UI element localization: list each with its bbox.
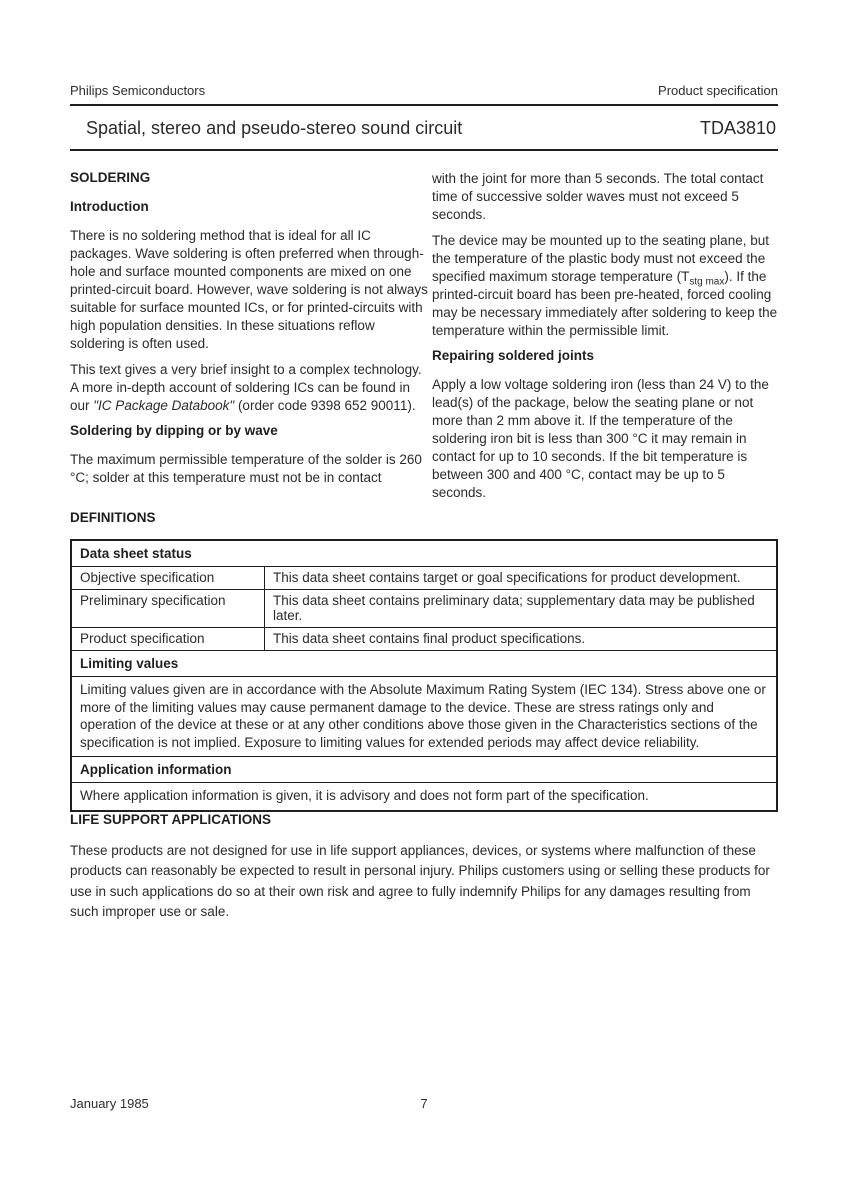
definitions-table <box>70 539 778 812</box>
table-row <box>71 628 777 651</box>
desc-cell: This data sheet contains target or goal specifications for product development. <box>265 567 778 590</box>
table-section-header-row <box>71 540 777 567</box>
right-column <box>432 170 778 510</box>
table-section-header-row <box>71 757 777 783</box>
life-support-paragraph: These products are not designed for use in life support appliances, devices, or systems where malfunction of these products can reasonably be expected to result in personal injury. Philips customers using or selling these products for use in such applications do so at their own risk and agree to fully indemnify Philips for any damages resulting from such improper use or sale. <box>70 842 770 919</box>
soldering-heading: SOLDERING <box>70 170 151 185</box>
left-column <box>70 170 428 510</box>
mounting-paragraph: The device may be mounted up to the seating plane, but the temperature of the plastic body must not exceed the specified maximum storage temperature $(T_{stg max})$. If the printed-circuit board has been pre-heated, forced cooling may be necessary immediately after soldering to keep the temperature within the permissible limit. <box>432 233 778 338</box>
desc-cell: This data sheet contains final product specifications. <box>265 628 778 651</box>
header-rule-bottom <box>70 149 778 151</box>
soldering-section <box>70 170 778 510</box>
doc-title: Spatial, stereo and pseudo-stereo sound circuit <box>86 118 463 138</box>
term-cell: Preliminary specification <box>71 590 265 628</box>
intro-paragraph-1: There is no soldering method that is ideal for all IC packages. Wave soldering is often preferred when through-hole and surface mounted components are mixed on one printed-circuit board. However, wave soldering is not always suitable for surface mounted ICs, or for printed-circuits with high population densities. In these situations reflow soldering is often used. <box>70 228 428 351</box>
contact-time-paragraph: with the joint for more than 5 seconds. The total contact time of successive solder waves must not exceed 5 seconds. <box>432 171 764 222</box>
part-number: TDA3810 <box>699 117 776 138</box>
introduction-heading: Introduction <box>70 199 149 214</box>
repairing-heading: Repairing soldered joints <box>432 348 595 363</box>
term-cell: Product specification <box>71 628 265 651</box>
table-row <box>71 567 777 590</box>
page-footer <box>70 1096 778 1111</box>
page-number: 7 <box>420 1096 428 1111</box>
table-section-header-row <box>71 651 777 677</box>
table-row <box>71 783 777 811</box>
dipping-heading: Soldering by dipping or by wave <box>70 423 278 438</box>
data-sheet-status-header: Data sheet status <box>71 540 777 567</box>
definitions-heading: DEFINITIONS <box>70 510 156 525</box>
application-information-header: Application information <box>71 757 777 783</box>
application-information-text: Where application information is given, it is advisory and does not form part of the specification. <box>71 783 777 811</box>
company-name: Philips Semiconductors <box>70 83 206 98</box>
intro-paragraph-2: This text gives a very brief insight to a complex technology. A more in-depth account of soldering ICs can be found in our "IC Package Databook" (order code 9398 652 90011). <box>70 362 422 413</box>
title-block <box>70 106 778 149</box>
term-cell: Objective specification <box>71 567 265 590</box>
table-row <box>71 677 777 757</box>
life-support-heading: LIFE SUPPORT APPLICATIONS <box>70 811 272 827</box>
doc-type-label: Product specification <box>658 83 778 98</box>
limiting-values-text: Limiting values given are in accordance with the Absolute Maximum Rating System (IEC 134). Stress above one or more of the limiting values may cause permanent damage to the device. These are stress ratings only and operation of the device at these or at any other conditions above those given in the Characteristics sections of the specification is not implied. Exposure to limiting values for extended periods may affect device reliability. <box>71 677 777 757</box>
repairing-paragraph: Apply a low voltage soldering iron (less than 24 V) to the lead(s) of the package, below the seating plane or not more than 2 mm above it. If the temperature of the soldering iron bit is less than 300 °C it may remain in contact for up to 10 seconds. If the bit temperature is between 300 and 400 °C, contact may be up to 5 seconds. <box>432 377 769 500</box>
page-content <box>70 0 778 923</box>
limiting-values-header: Limiting values <box>71 651 777 677</box>
running-header <box>70 0 778 98</box>
dipping-paragraph: The maximum permissible temperature of the solder is 260 °C; solder at this temperature must not be in contact <box>70 452 422 485</box>
table-row <box>71 590 777 628</box>
footer-date: January 1985 <box>70 1096 149 1111</box>
desc-cell: This data sheet contains preliminary data; supplementary data may be published later. <box>265 590 778 628</box>
